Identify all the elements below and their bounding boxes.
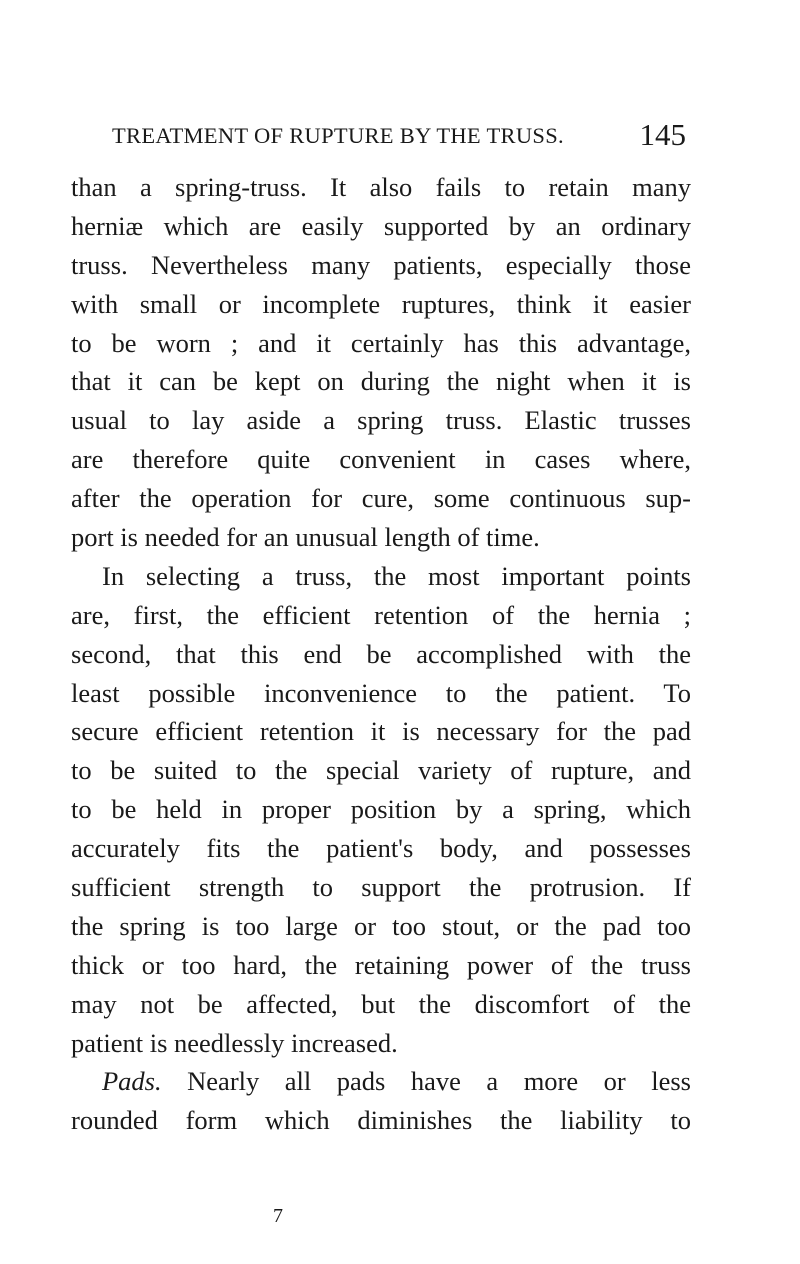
- text-line: with small or incomplete ruptures, think it easier: [71, 288, 691, 319]
- text-line: least possible inconvenience to the patient. To: [71, 677, 691, 708]
- text-line: to be suited to the special variety of rupture, and: [71, 755, 691, 786]
- text-line: truss. Nevertheless many patients, especially those: [71, 249, 691, 280]
- text-line: to be held in proper position by a spring, which: [71, 794, 691, 825]
- page-header: [112, 117, 686, 157]
- text-line: usual to lay aside a spring truss. Elastic trusses: [71, 405, 691, 436]
- text-line: sufficient strength to support the protrusion. If: [71, 872, 691, 903]
- text-line: that it can be kept on during the night when it is: [71, 366, 691, 397]
- signature-mark: 7: [273, 1205, 283, 1227]
- text-line: after the operation for cure, some continuous sup-: [71, 483, 691, 514]
- text-line: accurately fits the patient's body, and possesses: [71, 833, 691, 864]
- text-line: In selecting a truss, the most important points: [102, 560, 691, 591]
- text-line: are therefore quite convenient in cases where,: [71, 444, 691, 475]
- text-line: port is needed for an unusual length of time.: [71, 522, 540, 553]
- text-line: patient is needlessly increased.: [71, 1027, 398, 1058]
- text-line: [71, 1062, 691, 1101]
- text-line: second, that this end be accomplished with the: [71, 638, 691, 669]
- text-line: the spring is too large or too stout, or the pad too: [71, 910, 691, 941]
- text-line: secure efficient retention it is necessary for the pad: [71, 716, 691, 747]
- text-line: are, first, the efficient retention of the hernia ;: [71, 599, 691, 630]
- text-line: than a spring-truss. It also fails to retain many: [71, 172, 691, 202]
- text-line: herniæ which are easily supported by an ordinary: [71, 210, 691, 241]
- side-heading: Pads.: [102, 1066, 162, 1097]
- text-line: thick or too hard, the retaining power of the truss: [71, 949, 691, 980]
- text-line: may not be affected, but the discomfort of the: [71, 988, 691, 1019]
- text-line: to be worn ; and it certainly has this advantage,: [71, 327, 691, 358]
- running-head: TREATMENT OF RUPTURE BY THE TRUSS.: [112, 123, 564, 148]
- body-text: [71, 168, 691, 1140]
- text-line: rounded form which diminishes the liability to: [71, 1105, 691, 1136]
- text-run: Nearly all pads have a more or less: [187, 1066, 691, 1097]
- page-number: 145: [639, 117, 686, 152]
